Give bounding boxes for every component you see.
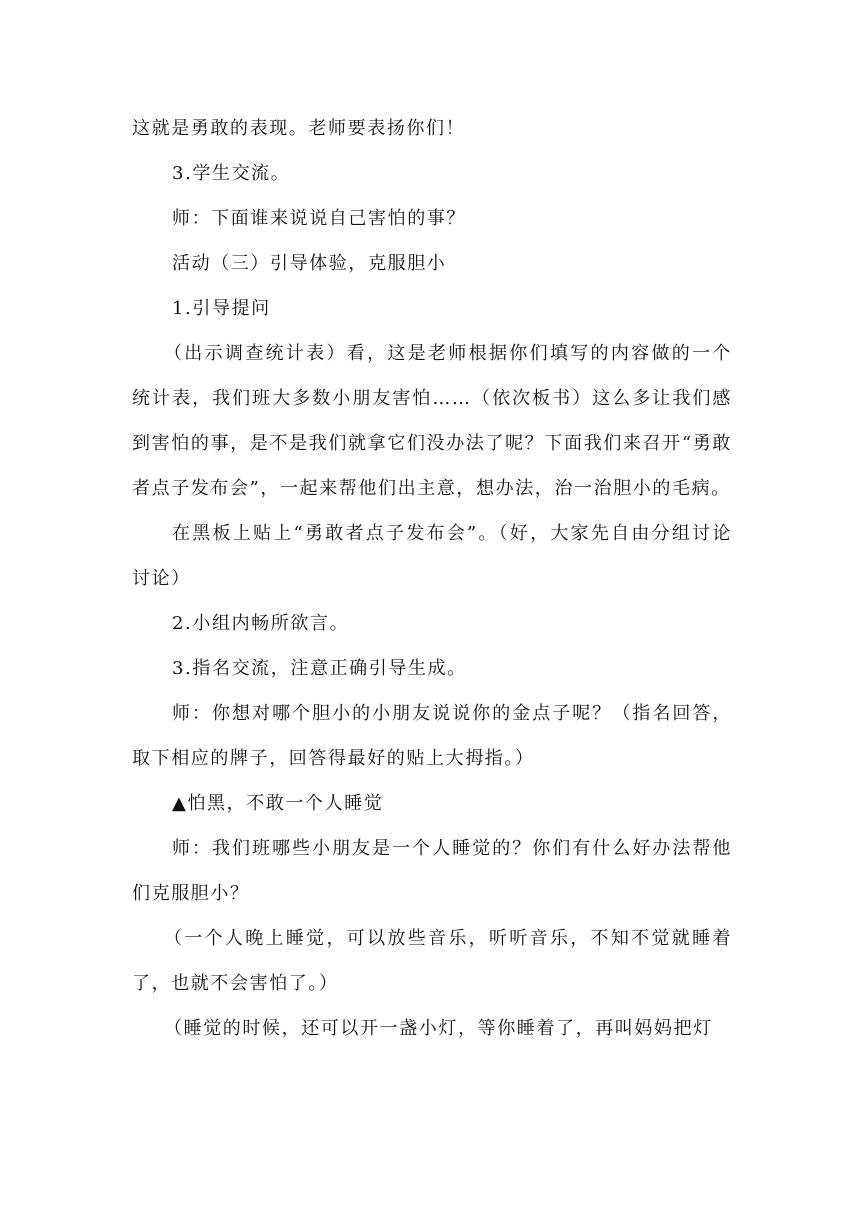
paragraph: （一个人晚上睡觉，可以放些音乐，听听音乐，不知不觉就睡着了，也就不会害怕了。） [132, 928, 732, 994]
paragraph: 3.学生交流。 [172, 163, 291, 184]
paragraph: 师：下面谁来说说自己害怕的事？ [172, 208, 466, 229]
section-heading: 活动（三）引导体验，克服胆小 [172, 253, 447, 274]
paragraph: 师：我们班哪些小朋友是一个人睡觉的？你们有什么好办法帮他们克服胆小？ [132, 838, 732, 904]
paragraph: 在黑板上贴上“勇敢者点子发布会”。（好，大家先自由分组讨论讨论） [132, 523, 732, 589]
paragraph: （出示调查统计表）看，这是老师根据你们填写的内容做的一个统计表，我们班大多数小朋友害怕……（依次板书）这么多让我们感到害怕的事，是不是我们就拿它们没办法了呢？下面我们来召开“勇敢者点子发布会”，一起来帮他们出主意，想办法，治一治胆小的毛病。 [132, 343, 732, 499]
paragraph: 1.引导提问 [172, 298, 271, 319]
paragraph: ▲怕黑，不敢一个人睡觉 [172, 793, 384, 814]
paragraph: （睡觉的时候，还可以开一盏小灯，等你睡着了，再叫妈妈把灯 [164, 1018, 713, 1039]
paragraph: 师：你想对哪个胆小的小朋友说说你的金点子呢？（指名回答，取下相应的牌子，回答得最好的贴上大拇指。） [132, 703, 732, 769]
document-body [132, 106, 732, 1051]
paragraph: 2.小组内畅所欲言。 [172, 613, 350, 634]
paragraph: 这就是勇敢的表现。老师要表扬你们！ [132, 118, 466, 139]
paragraph: 3.指名交流，注意正确引导生成。 [172, 658, 467, 679]
